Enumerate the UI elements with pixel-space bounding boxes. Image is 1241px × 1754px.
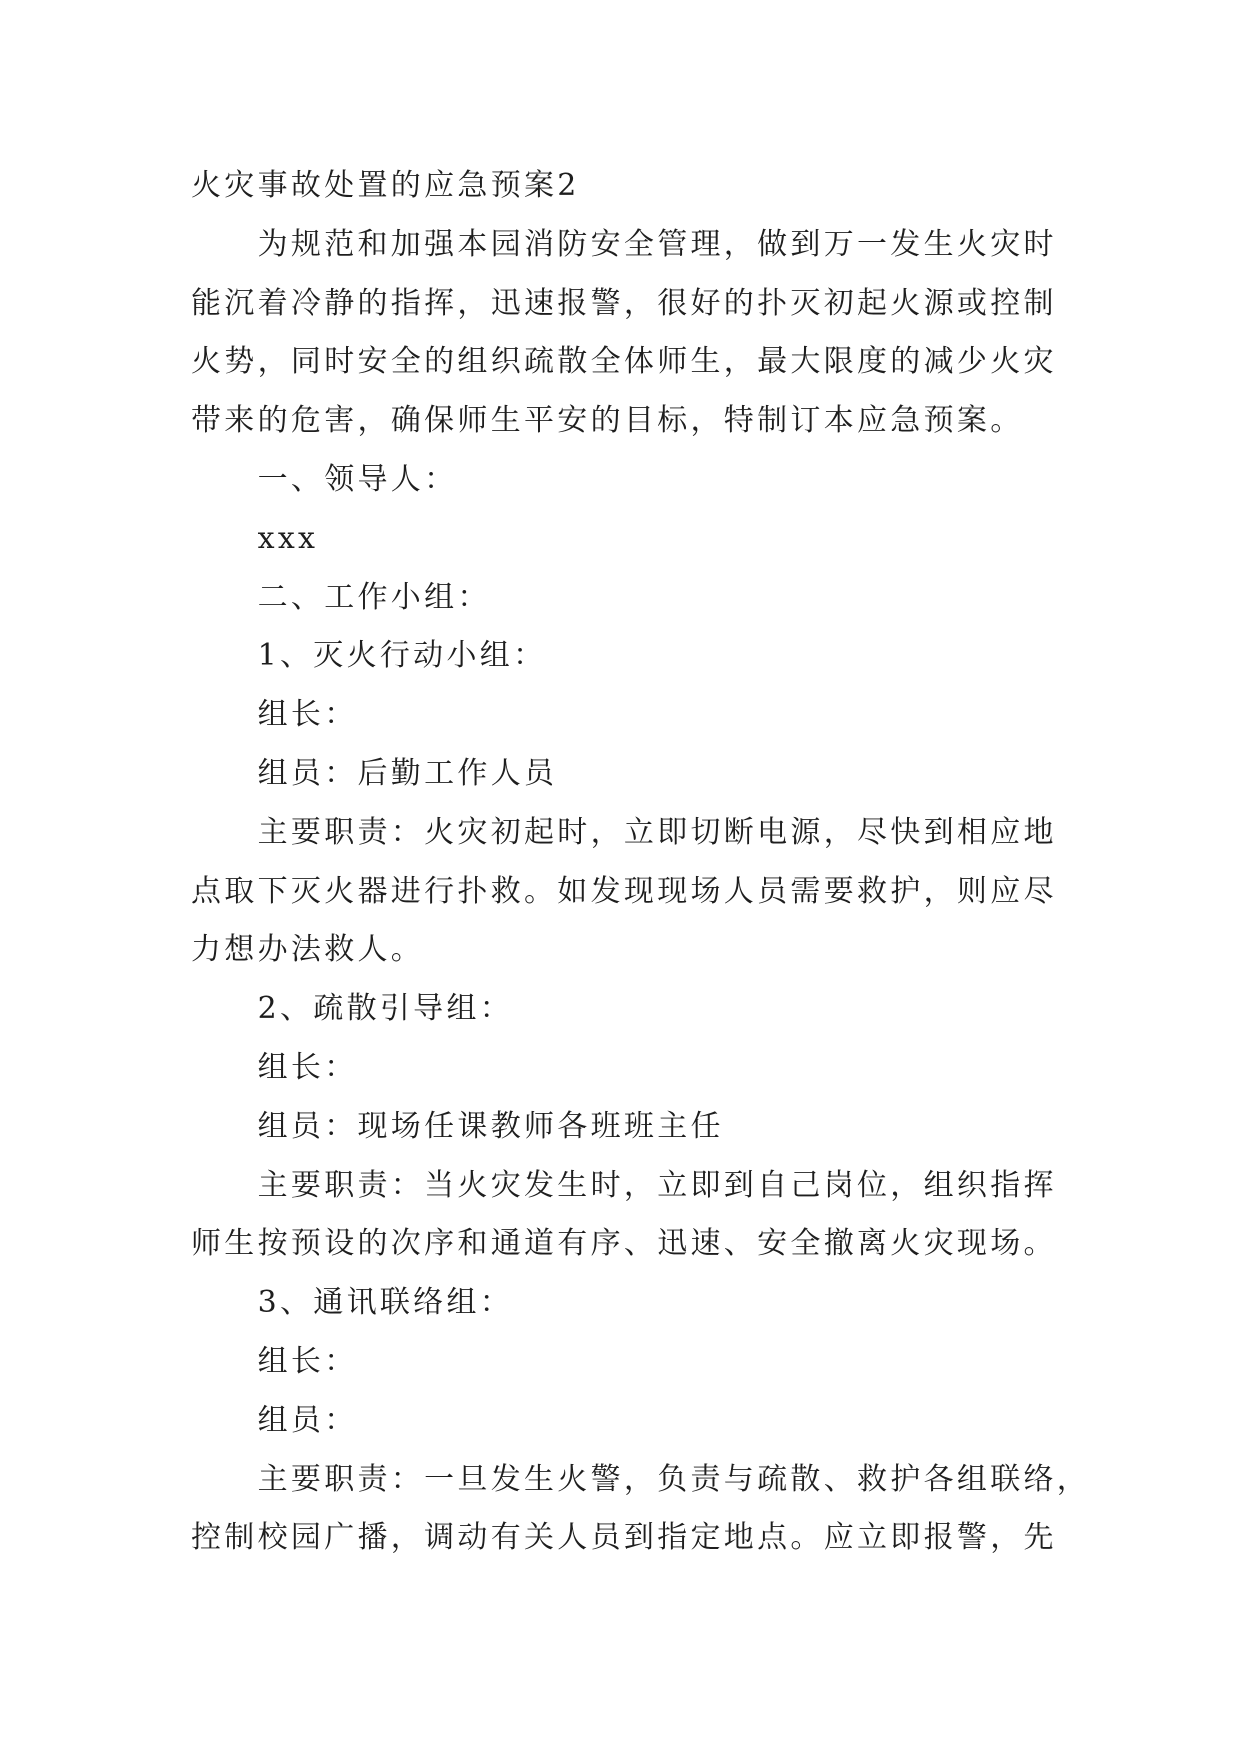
document-page bbox=[191, 157, 1191, 1568]
duties-paragraph bbox=[191, 1451, 1191, 1569]
paragraph-line: 带来的危害，确保师生平安的目标，特制订本应急预案。 bbox=[191, 403, 1024, 439]
paragraph-line: 点取下灭火器进行扑救。如发现现场人员需要救护，则应尽 bbox=[191, 873, 1057, 909]
group-members-field: 组员：现场任课教师各班班主任 bbox=[257, 1108, 724, 1144]
section-heading-leader: 一、领导人： bbox=[257, 461, 458, 497]
paragraph-line: 主要职责：火灾初起时，立即切断电源，尽快到相应地 bbox=[257, 814, 1057, 850]
group-heading-firefighting: 1、灭火行动小组： bbox=[257, 638, 547, 674]
intro-paragraph bbox=[191, 216, 1191, 451]
duties-paragraph bbox=[191, 1157, 1191, 1275]
group-heading-communication: 3、通讯联络组： bbox=[257, 1285, 514, 1321]
paragraph-line: 师生按预设的次序和通道有序、迅速、安全撤离火灾现场。 bbox=[191, 1226, 1057, 1262]
group-heading-evacuation: 2、疏散引导组： bbox=[257, 991, 514, 1027]
paragraph-line: 能沉着冷静的指挥，迅速报警，很好的扑灭初起火源或控制 bbox=[191, 285, 1057, 321]
section-heading-work-groups: 二、工作小组： bbox=[257, 579, 491, 615]
paragraph-line: 主要职责：当火灾发生时，立即到自己岗位，组织指挥 bbox=[257, 1167, 1057, 1203]
duties-paragraph bbox=[191, 804, 1191, 980]
document-title: 火灾事故处置的应急预案2 bbox=[191, 168, 580, 203]
paragraph-line: 火势，同时安全的组织疏散全体师生，最大限度的减少火灾 bbox=[191, 344, 1057, 380]
group-members-field: 组员：后勤工作人员 bbox=[257, 755, 558, 791]
paragraph-line: 控制校园广播，调动有关人员到指定地点。应立即报警，先 bbox=[191, 1520, 1057, 1556]
paragraph-line: 力想办法救人。 bbox=[191, 932, 425, 968]
paragraph-line: 主要职责：一旦发生火警，负责与疏散、救护各组联络， bbox=[257, 1461, 1091, 1497]
group-leader-field: 组长： bbox=[257, 1049, 358, 1085]
group-leader-field: 组长： bbox=[257, 1343, 358, 1379]
group-members-field: 组员： bbox=[257, 1402, 358, 1438]
leader-name: xxx bbox=[257, 520, 319, 556]
paragraph-line: 为规范和加强本园消防安全管理，做到万一发生火灾时 bbox=[257, 226, 1057, 262]
group-leader-field: 组长： bbox=[257, 697, 358, 733]
